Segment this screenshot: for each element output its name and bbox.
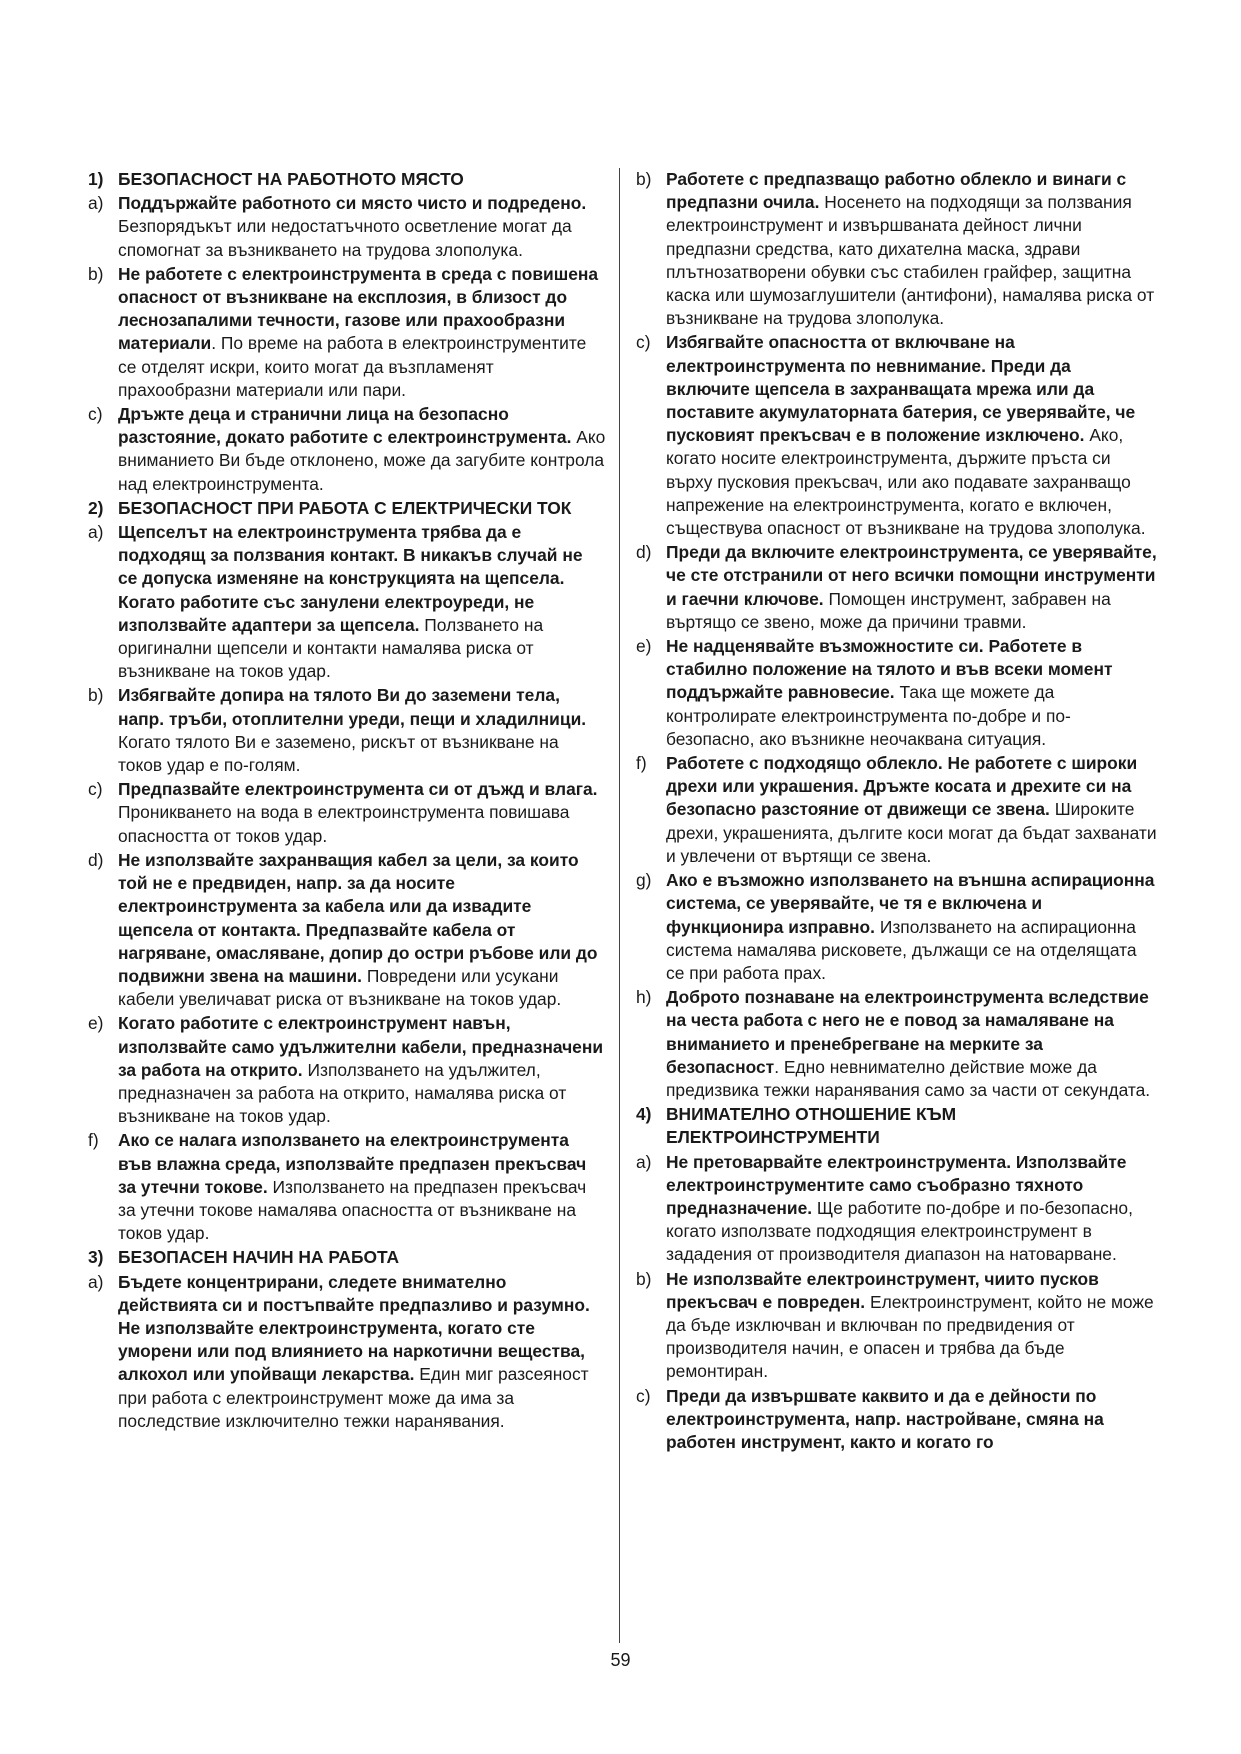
safety-instruction [636,331,1158,540]
list-marker: c) [636,1385,651,1406]
list-marker: d) [636,542,652,563]
safety-instruction [88,778,606,848]
safety-instruction [88,192,606,262]
list-marker: a) [88,193,104,214]
safety-instruction [636,752,1158,868]
safety-instruction [88,403,606,496]
instruction-text: Един миг разсеяност при работа с електроинструмент може да има за последствие изключително тежки наранявания. [118,1364,589,1431]
instruction-text: Ако, когато носите електроинструмента, държите пръста си върху пусковия прекъсвач, или ако подавате захранващо напрежение на електроинструмента, когато е включен, съществува опасност от възникване на трудова злополука. [666,425,1146,539]
safety-instruction [88,521,606,683]
safety-instruction [636,986,1158,1102]
instruction-text: Помощен инструмент, забравен на въртящо се звено, може да причини травми. [666,588,1111,632]
instruction-emphasis: Предпазвайте електроинструмента си от дъжд и влага. [118,779,598,800]
instruction-emphasis: Преди да включите електроинструмента, се уверявайте, че сте отстранили от него всички помощни инструменти и гаечни ключове. [666,542,1157,609]
list-marker: 3) [88,1247,104,1268]
instruction-emphasis: Избягвайте допира на тялото Ви до заземени тела, напр. тръби, отоплителни уреди, пещи и хладилници. [118,685,587,729]
instruction-text: Така ще можете да контролирате електроинструмента по-добре и по-безопасно, ако възникне неочаквана ситуация. [666,682,1071,749]
instruction-emphasis: Бъдете концентрирани, следете внимателно действията си и постъпвайте предпазливо и разумно. Не използвайте електроинструмента, когато сте уморени или под влиянието на наркотични вещества, алкохол или упойващи лекарства. [118,1271,590,1385]
list-marker: c) [88,779,103,800]
instruction-emphasis: Не работете с електроинструмента в среда с повишена опасност от възникване на експлозия, в близост до леснозапалими течности, газове или прахообразни материали [118,263,599,354]
list-marker: a) [88,522,104,543]
section-heading [88,168,606,191]
list-marker: b) [636,169,652,189]
section-heading [636,1103,1158,1149]
list-marker: c) [88,404,103,425]
instruction-text: Използването на предпазен прекъсвач за утечни токове намалява опасността от възникване на токов удар. [118,1176,587,1244]
instruction-text: Повредени или усукани кабели увеличават риска от възникване на токов удар. [118,965,562,1010]
section-heading [88,1246,606,1269]
instruction-emphasis: Доброто познаване на електроинструмента вследствие на честа работа с него не е повод за намаляване на вниманието и пренебрегване на мерките за безопасност [666,987,1149,1077]
safety-instruction [88,1012,606,1128]
list-marker: c) [636,332,651,353]
instruction-text: Когато тялото Ви е заземено, рискът от възникване на токов удар е по-голям. [118,731,559,776]
heading-text: БЕЗОПАСНОСТ НА РАБОТНОТО МЯСТО [118,169,464,189]
list-marker: f) [636,753,647,774]
right-column [636,168,1158,1455]
instruction-emphasis: Не използвайте електроинструмент, чиито пусков прекъсвач е повреден. [666,1268,1099,1312]
heading-text: БЕЗОПАСНОСТ ПРИ РАБОТА С ЕЛЕКТРИЧЕСКИ ТОК [118,497,572,518]
safety-instruction [636,1268,1158,1384]
instruction-text: Носенето на подходящи за ползвания електроинструмент и извършваната дейност лични предпазни средства, като дихателна маска, здрави плътнозатворени обувки със стабилен грайфер, защитна каска или шумозаглушители (антифони), намалява риска от възникване на трудова злополука. [666,192,1155,329]
instruction-text: Ако вниманието Ви бъде отклонено, може да загубите контрола над електроинструмента. [118,427,606,494]
instruction-text: Електроинструмент, който не може да бъде изключван и включван по предвидения от производителя начин, е опасен и трябва да бъде ремонтиран. [666,1291,1154,1382]
instruction-emphasis: Поддържайте работното си място чисто и подредено. [118,193,587,214]
instruction-emphasis: Не надценявайте възможностите си. Работете в стабилно положение на тялото и във всеки момент поддържайте равновесие. [666,636,1113,703]
instruction-text: . По време на работа в електроинструментите се отделят искри, които могат да възпламенят прахообразни материали или пари. [118,333,587,400]
left-column [88,168,606,1434]
page-number: 59 [610,1650,631,1670]
instruction-emphasis: Ако е възможно използването на външна аспирационна система, се уверявайте, че тя е включена и функционира изправно. [666,870,1155,937]
list-marker: 4) [636,1104,652,1125]
list-marker: a) [88,1271,104,1292]
instruction-emphasis: Когато работите с електроинструмент навън, използвайте само удължителни кабели, предназначени за работа на открито. [118,1013,604,1080]
safety-instruction [636,541,1158,634]
list-marker: g) [636,870,652,891]
column-divider [619,168,620,1643]
safety-instruction [88,1271,606,1433]
heading-text: ВНИМАТЕЛНО ОТНОШЕНИЕ КЪМ ЕЛЕКТРОИНСТРУМЕНТИ [666,1104,957,1148]
safety-instruction [636,869,1158,985]
list-marker: b) [88,685,104,706]
instruction-emphasis: Не претоварвайте електроинструмента. Използвайте електроинструментите само съобразно тяхното предназначение. [666,1151,1127,1218]
instruction-emphasis: Не използвайте захранващия кабел за цели, за които той не е предвиден, напр. за да носите електроинструмента за кабела или да извадите щепсела от контакта. Предпазвайте кабела от нагряване, омасляване, допир до остри ръбове или до подвижни звена на машини. [118,849,598,986]
instruction-text: Ползването на оригинални щепсели и контакти намалява риска от възникване на токов удар. [118,614,544,682]
instruction-text: . Едно невнимателно действие може да предизвика тежки наранявания само за части от секундата. [666,1056,1151,1100]
safety-instruction [88,849,606,1011]
instruction-emphasis: Щепселът на електроинструмента трябва да е подходящ за ползвания контакт. В никакъв случай не се допуска изменяне на конструкцията на щепсела. Когато работите със занулени електроуреди, не използвайте адаптери за щепсела. [118,522,583,635]
section-heading [88,497,606,520]
instruction-emphasis: Дръжте деца и странични лица на безопасно разстояние, докато работите с електроинструмента. [118,404,572,448]
list-marker: b) [88,263,104,284]
instruction-text: Използването на аспирационна система намалява рисковете, дължащи се на отделящата се при работа прах. [666,916,1137,983]
instruction-text: Безпорядъкът или недостатъчното осветление могат да спомогнат за възникването на трудова злополука. [118,216,572,260]
safety-instruction [88,263,606,402]
list-marker: 1) [88,169,104,189]
instruction-emphasis: Работете с предпазващо работно облекло и винаги с предпазни очила. [666,169,1127,213]
heading-text: БЕЗОПАСЕН НАЧИН НА РАБОТА [118,1247,400,1268]
safety-instruction [636,168,1158,330]
safety-instruction [636,635,1158,751]
instruction-emphasis: Преди да извършвате каквито и да е дейности по електроинструмента, напр. настройване, смяна на работен инструмент, както и когато го [666,1385,1104,1452]
instruction-text: Ще работите по-добре и по-безопасно, когато използвате подходящия електроинструмент в зададения от производителя диапазон на натоварване. [666,1197,1133,1265]
instruction-emphasis: Ако се налага използването на електроинструмента във влажна среда, използвайте предпазен прекъсвач за утечни токове. [118,1130,587,1197]
list-marker: h) [636,987,652,1008]
list-marker: f) [88,1130,99,1151]
instruction-text: Проникването на вода в електроинструмента повишава опасността от токов удар. [118,802,570,846]
safety-instruction [88,1129,606,1245]
safety-instruction [636,1385,1158,1455]
instruction-text: Използването на удължител, предназначен за работа на открито, намалява риска от възникване на токов удар. [118,1059,567,1127]
safety-instruction [88,684,606,777]
list-marker: e) [88,1013,104,1034]
list-marker: e) [636,636,652,657]
list-marker: b) [636,1268,652,1289]
instruction-emphasis: Работете с подходящо облекло. Не работете с широки дрехи или украшения. Дръжте косата и дрехите си на безопасно разстояние от движещи се звена. [666,753,1138,820]
list-marker: d) [88,849,104,870]
safety-instruction [636,1151,1158,1267]
list-marker: 2) [88,497,104,518]
instruction-emphasis: Избягвайте опасността от включване на електроинструмента по невнимание. Преди да включите щепсела в захранващата мрежа или да поставите акумулаторната батерия, се уверявайте, че пусковият прекъсвач е в положение изключено. [666,332,1136,446]
instruction-text: Широките дрехи, украшенията, дългите коси могат да бъдат захванати и увлечени от въртящи се звена. [666,799,1157,866]
list-marker: a) [636,1151,652,1172]
